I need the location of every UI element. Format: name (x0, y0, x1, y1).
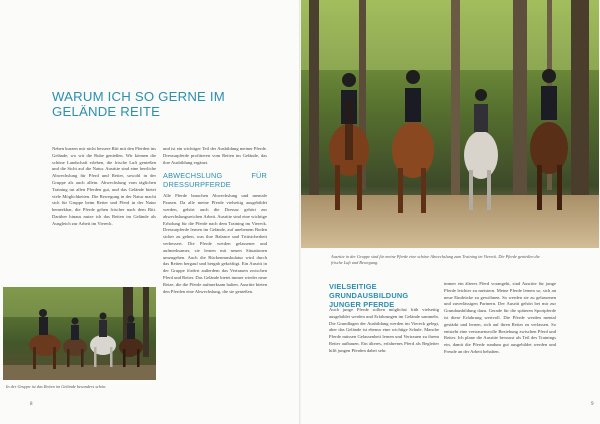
right-body-column-1 (329, 307, 439, 399)
right-body-column-2 (444, 281, 556, 399)
right-subheading: VIELSEITIGE GRUNDAUSBILDUNG JUNGER PFERDE (329, 282, 409, 309)
right-photo-caption: Ausritte in der Gruppe sind für meine Pferde eine schöne Abwechslung zum Training im Viereck. Die Pferde genießen die frische Luft und Bewegung. (331, 254, 540, 265)
forest-ride-photo (301, 0, 599, 248)
chapter-heading: WARUM ICH SO GERNE IM GELÄNDE REITE (52, 89, 225, 119)
left-page (0, 0, 299, 424)
left-col2-text-top: und ist ein wichtiger Teil der Ausbildung meiner Pferde. Dressurpferde profitieren vom Reiten im Gelände, das ihre Ausbildung ergänzt. (163, 146, 267, 165)
right-col2-text: immer ein älteres Pferd vorangeht, sind Ausritte für junge Pferde leichter zu meistern. Meine Pferde lernen so, sich an neue Eindrücke zu gewöhnen. So werden sie zu gelassenen und zuverlässigen Partnern. Der Ausritt gehört bei mir zur Grundausbildung dazu. Gerade für die späteren Sportpferde ist diese Erfahrung wertvoll. Die Pferde werden mental gestärkt und lernen, sich auf ihren Reiter zu verlassen. So entsteht eine vertrauensvolle Beziehung zwischen Pferd und Reiter. Ich plane die Ausritte bewusst als Teil des Trainings ein, damit die Pferde rundum gut ausgebildet werden und Freude an der Arbeit behalten. (444, 281, 556, 354)
left-page-number: 8 (30, 402, 33, 407)
right-page (301, 0, 600, 424)
right-col1-text: Auch junge Pferde sollten möglichst früh vielseitig ausgebildet werden und Erfahrungen im Gelände sammeln. Die Grundlagen der Ausbildung werden im Viereck gelegt, aber das Gelände ist ebenso eine wichtige Schule. Manche Pferde müssen Gelassenheit lernen und Vertrauen zu ihrem Reiter aufbauen. Ein älteres, erfahrenes Pferd als Begleiter hilft jungen Pferden dabei sehr. (329, 307, 439, 353)
left-photo-caption: In der Gruppe ist das Reiten im Gelände besonders schön. (6, 384, 107, 389)
left-col2-text-bottom: Alle Pferde brauchen Abwechslung und mentale Pausen. Da alle meine Pferde vielseitig ausgebildet werden, gehört auch die Dressur gehört zur abwechslungsreichen Arbeit. Ausritte sind eine wichtige Erholung für die Pferde nach dem Training im Viereck. Dressurpferde lernen im Gelände, auf unebenem Boden sicher zu gehen, was ihre Balance und Trittsicherheit verbessert. Die Pferde werden gelassener und aufmerksamer, sie lernen mit neuen Situationen umzugehen. Auch die Rückenmuskulatur wird durch das Reiten bergauf und bergab gekräftigt. Ein Ausritt in der Gruppe fördert außerdem das Vertrauen zwischen Pferd und Reiter. Das Gelände bietet immer wieder neue Reize, die die Pferde aufmerksam halten. Ausritte bieten den Pferden eine Abwechslung, die sie genießen. (163, 193, 267, 294)
left-body-column-2 (163, 146, 267, 382)
right-page-number: 9 (591, 402, 594, 407)
group-ride-photo (3, 287, 156, 380)
left-subheading: ABWECHSLUNG FÜR DRESSURPFERDE (163, 171, 267, 190)
left-body-column-1 (52, 146, 156, 280)
left-col1-text: Neben kurzen mir nicht bessere Ritt mit den Pferden ins Gelände, wo wir die Ruhe genießen. Wir können die schöne Landschaft erleben, die frische Luft genießen und die Sicht auf die Natur. Ausritte sind eine herrliche Abwechslung für Pferd und Reiter, sowohl in der Gruppe als auch allein. Abwechslung vom täglichen Training tut allen Pferden gut, und das Gelände bietet viele Möglichkeiten. Die Bewegung in der Natur macht sich für Gruppe beim Reiter und Pferd in der Natur bemerkbar, die Pferde gehen frischer nach dem Ritt. Darüber hinaus nutze ich das Reiten im Gelände als Ausgleich zur Arbeit im Viereck. (52, 146, 156, 226)
